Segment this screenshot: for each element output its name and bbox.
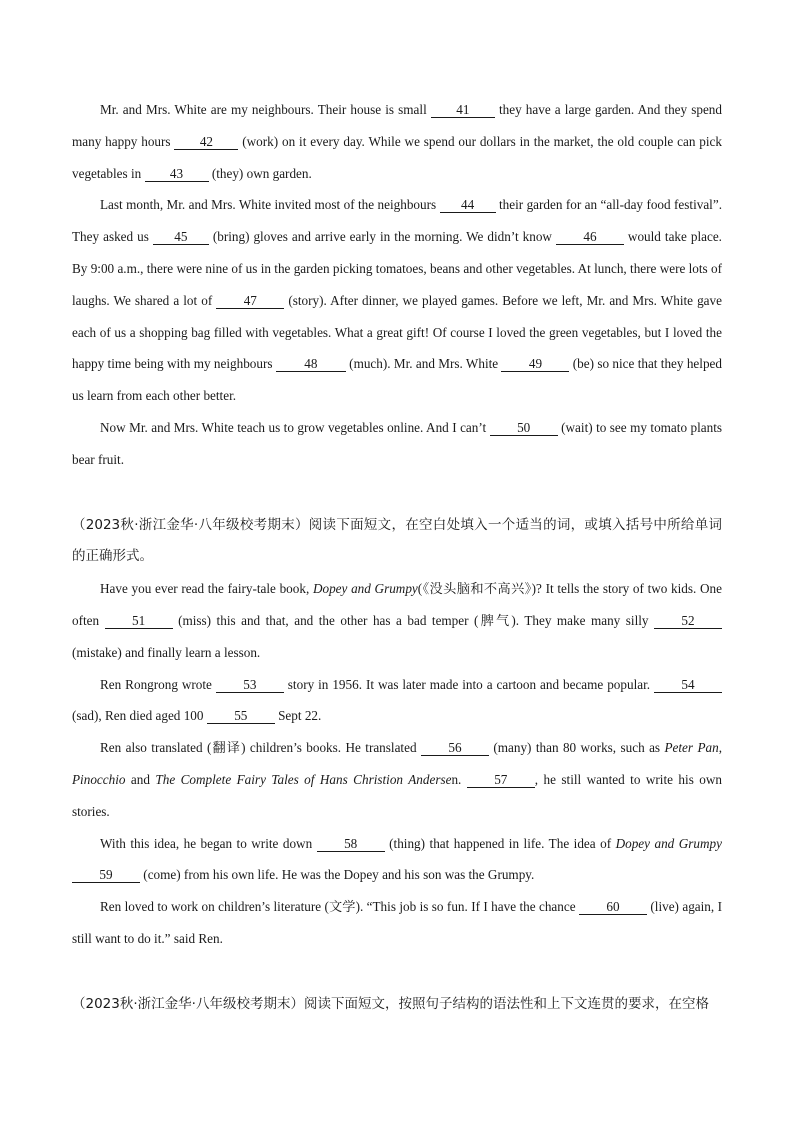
text: Mr. and Mrs. White are my neighbours. Their house is small: [100, 102, 431, 117]
book-title: Dopey and Grumpy: [615, 835, 722, 851]
blank-55[interactable]: 55: [207, 708, 275, 724]
blank-59[interactable]: 59: [72, 867, 140, 883]
text: (sad), Ren died aged 100: [72, 708, 207, 724]
text: (they) own garden.: [208, 165, 312, 181]
text: With this idea, he began to write down: [100, 835, 317, 851]
text: (come) from his own life. He was the Dopey and his son was the Grumpy.: [140, 867, 535, 883]
passage2-paragraph3: [72, 732, 722, 827]
text: ,: [718, 740, 722, 756]
blank-58[interactable]: 58: [317, 836, 385, 852]
text: (live) again, I still want to do it.” said Ren.: [72, 899, 722, 946]
blank-44[interactable]: 44: [440, 197, 496, 213]
blank-50[interactable]: 50: [490, 420, 558, 436]
blank-52[interactable]: 52: [654, 613, 722, 629]
blank-51[interactable]: 51: [105, 613, 173, 629]
passage3-heading: （2023秋·浙江金华·八年级校考期末）阅读下面短文，按照句子结构的语法性和上下文连贯的要求，在空格: [72, 995, 709, 1012]
text: (wait) to see my tomato plants bear fruit.: [72, 419, 722, 467]
text: (bring) gloves and arrive early in the morning. We didn’t know: [208, 229, 556, 245]
passage2-paragraph1: [72, 573, 722, 668]
passage2-paragraph5: [72, 891, 722, 955]
text: Ren Rongrong wrote: [100, 676, 216, 692]
text: Sept 22.: [274, 708, 322, 724]
blank-45[interactable]: 45: [153, 229, 209, 245]
text: their garden for an “all-day food festival”. They asked us: [72, 197, 722, 245]
blank-49[interactable]: 49: [501, 356, 569, 372]
blank-60[interactable]: 60: [579, 899, 647, 915]
text: Ren loved to work on children’s literature (文学). “This job is so fun. If I have the chance: [100, 899, 579, 915]
book-title: The Complete Fairy Tales of Hans Christion Anderse: [155, 771, 452, 787]
passage2-paragraph2: [72, 669, 722, 733]
text: Ren also translated (翻译) children’s books. He translated: [100, 740, 421, 756]
text: n.: [451, 771, 467, 787]
blank-56[interactable]: 56: [421, 740, 489, 756]
book-title: Pinocchio: [72, 771, 126, 787]
text: (much). Mr. and Mrs. White: [345, 356, 502, 372]
passage2-paragraph4: [72, 828, 722, 892]
blank-41[interactable]: 41: [431, 102, 495, 118]
text: and: [125, 771, 156, 787]
book-title: Dopey and Grumpy: [312, 581, 418, 597]
text: (many) than 80 works, such as: [488, 740, 665, 756]
text: (mistake) and finally learn a lesson.: [72, 644, 261, 660]
blank-43[interactable]: 43: [145, 166, 209, 182]
text: , he still wanted to write his own stories.: [72, 771, 722, 819]
text: story in 1956. It was later made into a cartoon and became popular.: [283, 676, 654, 692]
text: they have a large garden. And they spend many happy hours: [72, 102, 722, 149]
blank-54[interactable]: 54: [654, 677, 722, 693]
passage2-heading: （2023秋·浙江金华·八年级校考期末）阅读下面短文，在空白处填入一个适当的词，或填入括号中所给单词的正确形式。: [72, 516, 722, 565]
passage1-paragraph2: [72, 189, 722, 412]
passage1-paragraph1: [72, 94, 722, 189]
text: (《没头脑和不高兴》)? It tells the story of two kids. One often: [72, 581, 722, 628]
passage1-paragraph3: [72, 412, 722, 476]
blank-47[interactable]: 47: [216, 293, 284, 309]
blank-48[interactable]: 48: [276, 356, 346, 372]
text: (thing) that happened in life. The idea of: [384, 835, 616, 851]
text: (be) so nice that they helped us learn from each other better.: [72, 356, 722, 404]
text: (work) on it every day. While we spend our dollars in the market, the old couple can pick vegetables in: [72, 133, 722, 181]
book-title: Peter Pan: [664, 740, 719, 756]
section-gap: [72, 476, 722, 510]
text: (miss) this and that, and the other has a bad temper (脾气). They make many silly: [172, 612, 654, 628]
text: Have you ever read the fairy-tale book,: [100, 581, 313, 597]
section-gap: [72, 955, 722, 989]
text: (story). After dinner, we played games. Before we left, Mr. and Mrs. White gave each of us a shopping bag filled with vegetables. What a great gift! Of course I loved the green vegetables, but I loved the happy time being with my neighbours: [72, 292, 722, 372]
text: Last month, Mr. and Mrs. White invited most of the neighbours: [100, 197, 440, 213]
blank-42[interactable]: 42: [174, 134, 238, 150]
text: would take place. By 9:00 a.m., there were nine of us in the garden picking tomatoes, beans and other vegetables. At lunch, there were lots of laughs. We shared a lot of: [72, 229, 722, 308]
blank-46[interactable]: 46: [556, 229, 624, 245]
document-page: [72, 94, 722, 1021]
blank-57[interactable]: 57: [467, 772, 535, 788]
text: Now Mr. and Mrs. White teach us to grow vegetables online. And I can’t: [100, 419, 490, 435]
blank-53[interactable]: 53: [216, 677, 284, 693]
